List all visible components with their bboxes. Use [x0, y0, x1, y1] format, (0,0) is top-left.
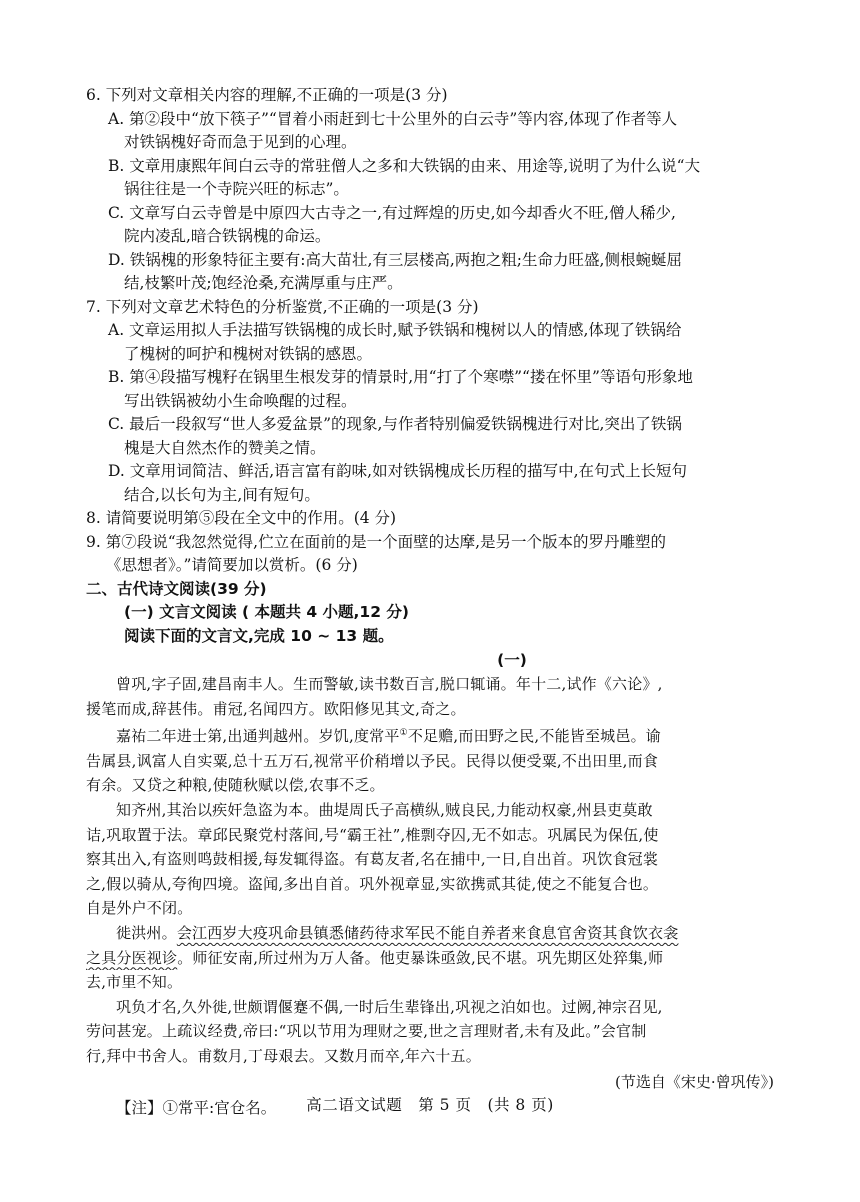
- passage-line: 去,市里不知。: [86, 973, 183, 992]
- question-stem: 6. 下列对文章相关内容的理解,不正确的一项是(3 分): [86, 86, 448, 104]
- passage-line: 行,拜中书舍人。甫数月,丁母艰去。又数月而卒,年六十五。: [86, 1046, 481, 1065]
- subsection-title: (一) 文言文阅读 ( 本题共 4 小题,12 分): [124, 603, 409, 621]
- question-9-cont: 《思想者》。”请简要加以赏析。(6 分): [106, 556, 358, 574]
- option-c-cont: 槐是大自然杰作的赞美之情。: [124, 438, 326, 457]
- option-b: B. 第④段描写槐籽在锅里生根发芽的情景时,用“打了个寒噤”“搂在怀里”等语句形象地: [108, 368, 693, 386]
- option-d-cont: 结,枝繁叶茂;饱经沧桑,充满厚重与庄严。: [124, 274, 403, 292]
- page-footer: 高二语文试题 第 5 页 (共 8 页): [306, 1096, 554, 1114]
- passage-line: 巩负才名,久外徙,世颇谓偃蹇不偶,一时后生辈锋出,巩视之泊如也。过阙,神宗召见,: [116, 997, 663, 1016]
- option-b: B. 文章用康熙年间白云寺的常驻僧人之多和大铁锅的由来、用途等,说明了为什么说“大: [108, 156, 701, 175]
- passage-line: 告属县,讽富人自实粟,总十五万石,视常平价稍增以予民。民得以便受粟,不出田里,而食: [86, 751, 659, 770]
- section-title: 二、古代诗文阅读(39 分): [86, 579, 267, 598]
- passage-line: 援笔而成,辞甚伟。甫冠,名闻四方。欧阳修见其文,奇之。: [86, 699, 466, 718]
- footnote: 【注】①常平:官仓名。: [116, 1098, 277, 1117]
- passage-line: 劳问甚宠。上疏议经费,帝曰:“巩以节用为理财之要,世之言理财者,未有及此。”会官制: [86, 1022, 647, 1041]
- option-d-cont: 结合,以长句为主,间有短句。: [124, 485, 320, 504]
- question-8: 8. 请简要说明第⑤段在全文中的作用。(4 分): [86, 509, 397, 527]
- option-d: D. 文章用词简洁、鲜活,语言富有韵味,如对铁锅槐成长历程的描写中,在句式上长短句: [108, 462, 688, 480]
- passage-line: [86, 721, 778, 749]
- classical-passage: [86, 672, 778, 1069]
- question-stem: 7. 下列对文章艺术特色的分析鉴赏,不正确的一项是(3 分): [86, 297, 479, 316]
- option-d: D. 铁锅槐的形象特征主要有:高大苗壮,有三层楼高,两抱之粗;生命力旺盛,侧根蜿蜒屈: [108, 250, 682, 269]
- wavy-underlined-text: 之具分医视诊: [86, 948, 178, 967]
- question-7: [86, 296, 778, 508]
- footnote-marker: ①: [399, 728, 408, 739]
- passage-source: (节选自《宋史·曾巩传》): [615, 1072, 774, 1091]
- passage-line: 自是外户不闭。: [86, 899, 193, 918]
- reading-instruction: 阅读下面的文言文,完成 10 ~ 13 题。: [124, 626, 394, 645]
- option-a: A. 文章运用拟人手法描写铁锅槐的成长时,赋予铁锅和槐树以人的情感,体现了铁锅给: [108, 321, 682, 339]
- passage-line: 察其出入,有盗则鸣鼓相援,每发辄得盗。有葛友者,名在捕中,一日,自出首。巩饮食冠裳: [86, 850, 659, 869]
- option-c: C. 最后一段叙写“世人多爱盆景”的现象,与作者特别偏爱铁锅槐进行对比,突出了铁锅: [108, 415, 682, 433]
- option-b-cont: 写出铁锅被幼小生命唤醒的过程。: [124, 391, 357, 410]
- passage-line: 诘,巩取置于法。章邱民聚党村落间,号“霸王社”,椎剽夺囚,无不如志。巩属民为保伍,使: [86, 825, 659, 844]
- passage-line: 曾巩,字子固,建昌南丰人。生而警敏,读书数百言,脱口辄诵。年十二,试作《六论》,: [116, 675, 663, 693]
- passage-text: 。师征安南,所过州为万人备。他吏暴诛亟敛,民不堪。巩先期区处猝集,师: [177, 948, 664, 967]
- option-a-cont: 对铁锅槐好奇而急于见到的心理。: [124, 133, 357, 151]
- passage-text: 徙洪州。: [116, 923, 177, 942]
- passage-line: [86, 946, 778, 971]
- passage-line: 有余。又贷之种粮,使随秋赋以偿,农事不乏。: [86, 776, 385, 795]
- passage-line: [86, 921, 778, 946]
- question-9: 9. 第⑦段说“我忽然觉得,伫立在面前的是一个面壁的达摩,是另一个版本的罗丹雕塑的: [86, 532, 666, 551]
- option-b-cont: 锅往往是一个寺院兴旺的标志”。: [124, 180, 349, 198]
- option-c: C. 文章写白云寺曾是中原四大古寺之一,有过辉煌的历史,如今却香火不旺,僧人稀少,: [108, 203, 676, 222]
- passage-part-heading: (一): [497, 651, 527, 669]
- passage-line: 知齐州,其治以疾奸急盗为本。曲堤周氏子高横纵,贼良民,力能动权豪,州县吏莫敢: [116, 800, 653, 819]
- passage-line: 之,假以骑从,夸徇四境。盗闻,多出自首。巩外视章显,实欲携贰其徒,使之不能复合也。: [86, 874, 659, 893]
- option-a-cont: 了槐树的呵护和槐树对铁锅的感恩。: [124, 344, 373, 363]
- wavy-underlined-text: 会江西岁大疫巩命县镇悉储药待求军民不能自养者来食息官舍资其食饮衣衾: [176, 923, 679, 942]
- passage-text: 不足赡,而田野之民,不能皆至城邑。谕: [407, 727, 661, 746]
- option-c-cont: 院内凌乱,暗合铁锅槐的命运。: [124, 227, 331, 245]
- question-6: [86, 84, 778, 296]
- option-a: A. 第②段中“放下筷子”“冒着小雨赶到七十公里外的白云寺”等内容,体现了作者等人: [108, 109, 678, 128]
- passage-text: 嘉祐二年进士第,出通判越州。岁饥,度常平: [116, 727, 400, 746]
